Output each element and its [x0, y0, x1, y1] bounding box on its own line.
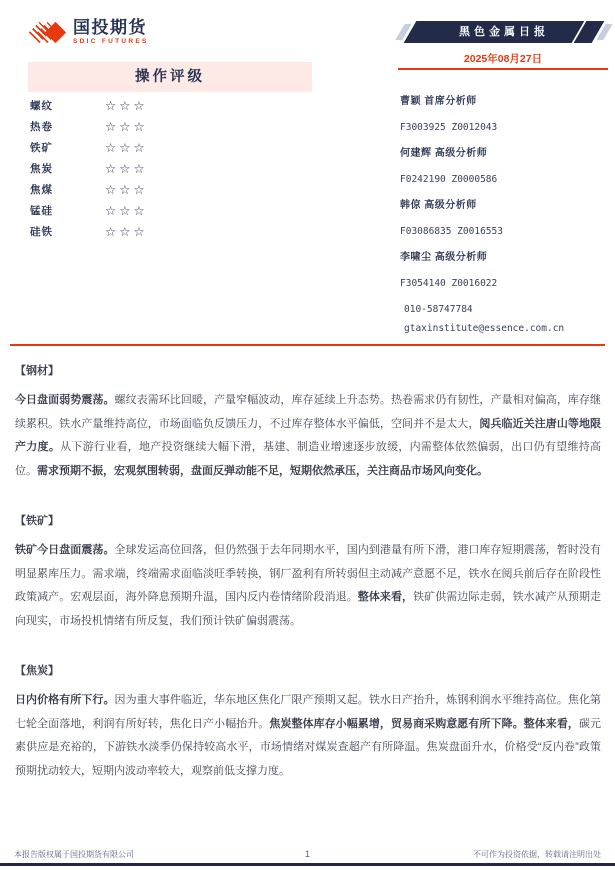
text-run: 铁矿今日盘面震荡。 [15, 544, 115, 556]
footer-page-number: 1 [304, 849, 311, 859]
analyst-entry [400, 89, 612, 141]
text-run: 今日盘面弱势震荡。 [15, 394, 115, 406]
contact-email: gtaxinstitute@essence.com.cn [404, 323, 565, 334]
rating-row [30, 221, 314, 242]
text-run: 整体来看， [523, 717, 579, 730]
analyst-name: 韩倞 高级分析师 [400, 200, 477, 211]
text-run: 整体来看， [357, 591, 414, 603]
text-run: 日内价格有所下行。 [15, 694, 115, 706]
logo-diamonds-icon [26, 16, 63, 48]
report-section [15, 510, 601, 633]
section-paragraph [15, 689, 601, 783]
analyst-list [400, 89, 612, 338]
rating-row [30, 200, 314, 221]
analyst-name: 李啸尘 高级分析师 [400, 252, 488, 263]
text-run: 阅兵临近关注唐山等地限产力度。 [15, 417, 601, 453]
rating-commodity-name: 螺纹 [30, 100, 53, 112]
contact-phone: 010-58747784 [404, 304, 473, 315]
logo-text [73, 19, 149, 46]
analyst-codes: F03086835 Z0016553 [400, 226, 503, 237]
report-date: 2025年08月27日 [463, 53, 543, 65]
date-underline [398, 68, 608, 70]
footer-copyright: 本报告版权属于国投期货有限公司 [14, 850, 134, 859]
analyst-entry [400, 193, 612, 245]
rating-stars: ☆☆☆ [105, 162, 148, 176]
ratings-header: 操作评级 [28, 62, 312, 92]
analyst-name: 曹颖 首席分析师 [400, 96, 477, 107]
footer-bottom-line [0, 863, 615, 866]
report-title-banner [398, 21, 610, 43]
text-run: 因为重大事件临近，华东地区焦化厂限产预期又起。铁水日产抬升，炼钢利润水平维持高位。焦化第七轮全面落地，利润有所好转，焦化日产小幅抬升。 [15, 694, 602, 730]
rating-commodity-name: 铁矿 [30, 142, 53, 154]
contact-block [400, 300, 612, 338]
rating-commodity-name: 焦煤 [30, 184, 53, 196]
section-title: 【铁矿】 [15, 515, 59, 527]
text-run: 全球发运高位回落，但仍然强于去年同期水平，国内到港量有所下滑，港口库存短期震荡，暂时没有明显累库压力。需求端，终端需求面临淡旺季转换，钢厂盈利有所转弱但主动减产意愿不足，铁水在阅兵前后存在阶段性政策减产。宏观层面，海外降息预期升温，国内反内卷情绪阶段消退。 [15, 544, 602, 603]
analyst-entry [400, 245, 612, 297]
text-run: 从下游行业看，地产投资继续大幅下滑，基建、制造业增速逐步放缓，内需整体依然偏弱，出口仍有望维持高位。 [15, 441, 602, 477]
rating-commodity-name: 焦炭 [30, 163, 53, 175]
rating-stars: ☆☆☆ [105, 99, 148, 113]
ratings-table [30, 95, 314, 242]
footer-disclaimer: 不可作为投资依据，转载请注明出处 [473, 850, 601, 859]
rating-stars: ☆☆☆ [105, 120, 148, 134]
rating-commodity-name: 热卷 [30, 121, 53, 133]
rating-row [30, 158, 314, 179]
rating-commodity-name: 锰硅 [30, 205, 53, 217]
rating-stars: ☆☆☆ [105, 141, 148, 155]
company-name-en: SDIC FUTURES [73, 38, 149, 46]
rating-row [30, 137, 314, 158]
section-paragraph [15, 389, 601, 483]
company-name-cn: 国投期货 [73, 17, 147, 37]
rating-commodity-name: 硅铁 [30, 226, 53, 238]
report-body [15, 360, 601, 810]
report-title: 黑色金属日报 [459, 26, 549, 38]
text-run: 螺纹表需环比回暖，产量窄幅波动，库存延续上升态势。热卷需求仍有韧性，产量相对偏高，库存继续累积。铁水产量维持高位，市场面临负反馈压力，不过库存整体水平偏低，空间并不是太大， [15, 394, 602, 430]
analyst-name: 何建辉 高级分析师 [400, 148, 488, 159]
text-run: 铁矿供需边际走弱，铁水减产从预期走向现实，市场投机情绪有所反复，我们预计铁矿偏弱震荡。 [15, 591, 602, 627]
text-run: 需求预期不振，宏观氛围转弱，盘面反弹动能不足，短期依然承压，关注商品市场风向变化。 [37, 464, 488, 477]
rating-stars: ☆☆☆ [105, 183, 148, 197]
section-paragraph [15, 539, 601, 633]
rating-row [30, 179, 314, 200]
section-title: 【钢材】 [15, 365, 59, 377]
report-section [15, 360, 601, 483]
rating-stars: ☆☆☆ [105, 204, 148, 218]
rating-row [30, 95, 314, 116]
section-title: 【焦炭】 [15, 665, 59, 677]
analyst-codes: F0242190 Z0000586 [400, 174, 498, 185]
rating-stars: ☆☆☆ [105, 225, 148, 239]
text-run: 焦炭整体库存小幅累增，贸易商采购意愿有所下降。 [269, 717, 524, 730]
rating-row [30, 116, 314, 137]
header-divider-line [10, 344, 605, 346]
report-section [15, 660, 601, 783]
analyst-codes: F3003925 Z0012043 [400, 122, 498, 133]
text-run: 碳元素供应是充裕的，下游铁水淡季仍保持较高水平，市场情绪对煤炭查超产有所降温。焦炭盘面升水，价格受“反内卷”政策预期扰动较大，短期内波动率较大，观察前低支撑力度。 [15, 717, 602, 777]
analyst-entry [400, 141, 612, 193]
company-logo [26, 16, 149, 48]
analyst-codes: F3054140 Z0016022 [400, 278, 498, 289]
